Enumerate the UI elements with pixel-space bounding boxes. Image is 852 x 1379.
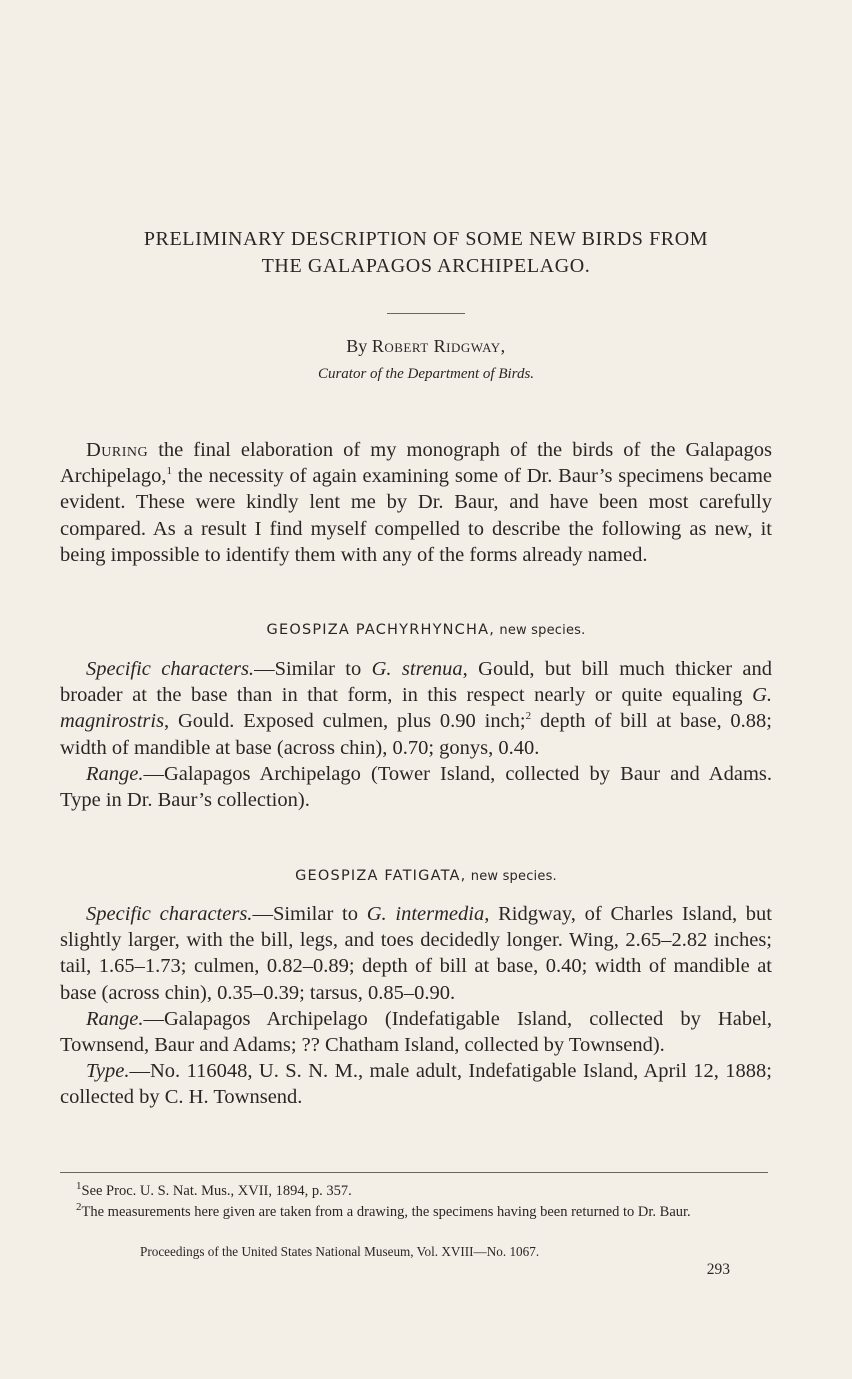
specific-characters-paragraph (60, 901, 772, 1006)
title-line-2: THE GALAPAGOS ARCHIPELAGO. (261, 255, 591, 277)
dropcap-word: During (86, 439, 149, 461)
author-name: Robert Ridgway, (371, 336, 506, 356)
byline-prefix: By (346, 336, 372, 356)
page-number: 293 (706, 1261, 730, 1278)
species-heading-1 (0, 622, 852, 638)
characters-text: depth of bill at base, 0.88; width of mandible at base (across chin), 0.70; gonys, 0.40. (60, 710, 772, 759)
range-label: Range. (86, 762, 144, 785)
compare-species: G. magnirostris (60, 684, 772, 733)
range-label: Range. (86, 1007, 144, 1030)
author-byline (0, 336, 852, 357)
intro-text-a: the final elaboration of my monograph of the birds of the Galapagos Archipelago, (60, 439, 772, 488)
title-divider (387, 313, 465, 314)
author-affiliation: Curator of the Department of Birds. (317, 366, 535, 382)
species-heading-2 (0, 868, 852, 884)
footnote (60, 1202, 770, 1223)
species-status: new species. (466, 869, 557, 884)
characters-label: Specific characters. (86, 903, 253, 925)
intro-text-b: the necessity of again examining some of Dr. Baur’s specimens became evident. These were kindly lent me by Dr. Baur, and have been most carefully compared. As a result I find myself compelled to describe the following as new, it being impossible to identify them with any of the forms already named. (60, 465, 772, 566)
proceedings-line: Proceedings of the United States National Museum, Vol. XVIII—No. 1067. (140, 1244, 540, 1259)
specific-characters-paragraph (60, 656, 772, 761)
characters-text: , Gould, but bill much thicker and broader at the base than in that form, in this respect nearly or quite equaling (60, 658, 773, 707)
footnote-ref-1: 1 (166, 465, 172, 478)
footnote-ref-2: 2 (525, 710, 532, 723)
species-name: GEOSPIZA FATIGATA, (295, 868, 467, 884)
footnote-divider (60, 1172, 768, 1173)
footnote-mark: 1 (76, 1180, 82, 1193)
species-name: GEOSPIZA PACHYRHYNCHA, (266, 622, 496, 638)
compare-species: G. intermedia (366, 903, 485, 925)
range-text: —Galapagos Archipelago (Indefatigable Island, collected by Habel, Townsend, Baur and Adams; ?? Chatham Island, collected by Townsend). (60, 1007, 772, 1057)
species-status: new species. (495, 623, 586, 638)
type-label: Type. (86, 1060, 130, 1083)
type-paragraph (60, 1058, 772, 1110)
footnote-text: The measurements here given are taken from a drawing, the specimens having been returned to Dr. Baur. (81, 1204, 691, 1220)
characters-text: —Similar to (252, 903, 367, 925)
footnotes (60, 1181, 770, 1223)
characters-label: Specific characters. (86, 658, 255, 680)
title-line-1: PRELIMINARY DESCRIPTION OF SOME NEW BIRDS FROM (143, 228, 709, 250)
footnote-mark: 2 (76, 1201, 82, 1214)
range-paragraph (60, 761, 772, 813)
characters-text: , Gould. Exposed culmen, plus 0.90 inch; (164, 710, 526, 733)
species-1-section (60, 656, 772, 813)
intro-paragraph (60, 437, 772, 568)
species-2-section (60, 901, 772, 1111)
range-paragraph (60, 1006, 772, 1058)
footnote-text: See Proc. U. S. Nat. Mus., XVII, 1894, p. 357. (81, 1183, 352, 1199)
characters-text: , Ridgway, of Charles Island, but slightly larger, with the bill, legs, and toes decidedly longer. Wing, 2.65–2.82 inches; tail, 1.65–1.73; culmen, 0.82–0.89; depth of bill at base, 0.40; width of mandible at base (across chin), 0.35–0.39; tarsus, 0.85–0.90. (60, 903, 773, 1004)
footnote (60, 1181, 770, 1202)
characters-text: —Similar to (254, 658, 372, 680)
range-text: —Galapagos Archipelago (Tower Island, collected by Baur and Adams. Type in Dr. Baur’s collection). (60, 762, 772, 812)
compare-species: G. strenua (371, 658, 463, 680)
type-text: —No. 116048, U. S. N. M., male adult, Indefatigable Island, April 12, 1888; collected by C. H. Townsend. (60, 1060, 772, 1109)
article-title (40, 226, 812, 280)
